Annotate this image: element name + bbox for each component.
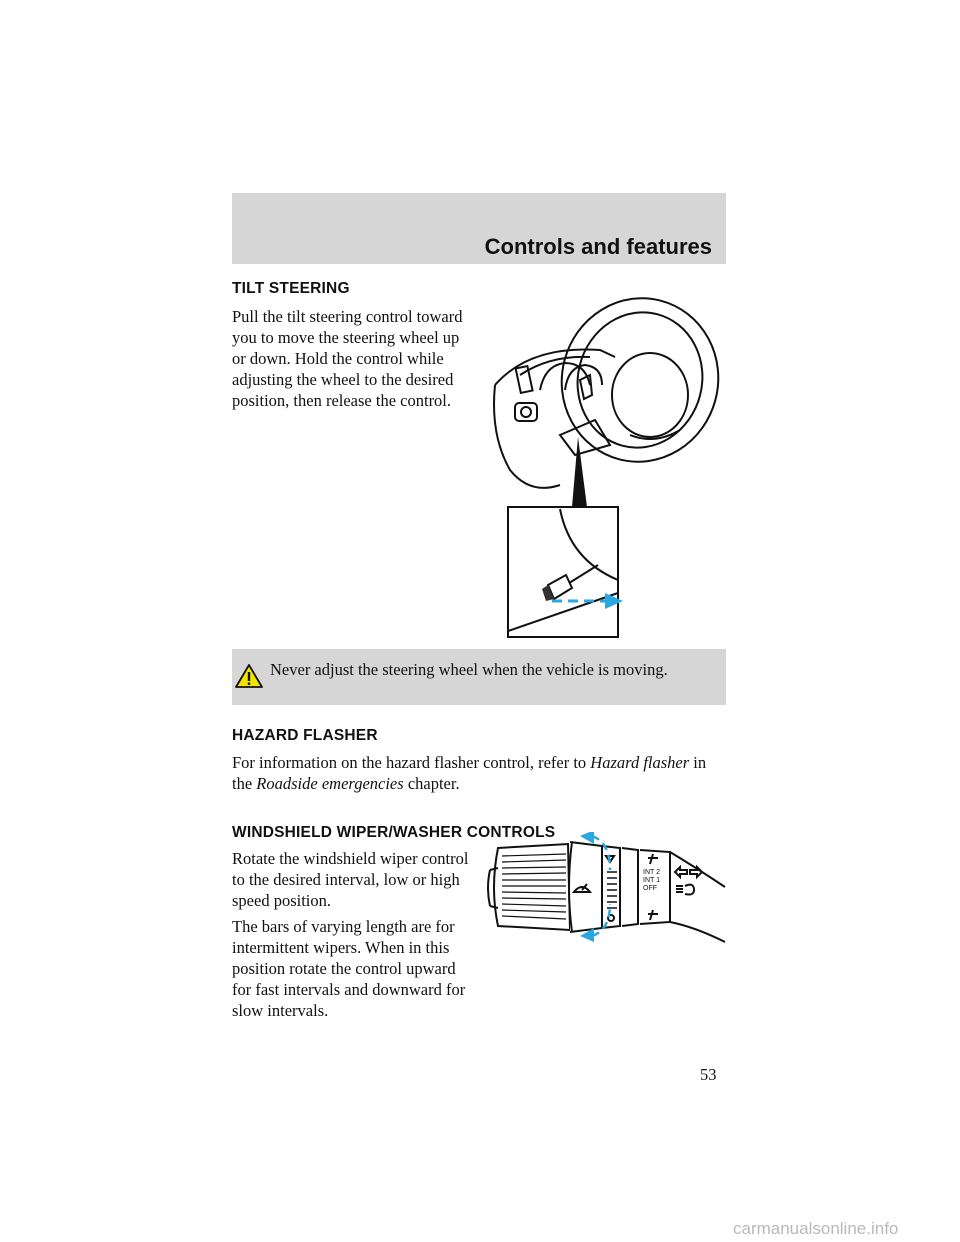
text-line: speed position. [232,891,331,910]
text-line: Pull the tilt steering control toward [232,307,463,326]
text-line: or down. Hold the control while [232,349,444,368]
text-line: adjusting the wheel to the desired [232,370,454,389]
text-line: intermittent wipers. When in this [232,938,450,957]
stalk-label-off: OFF [643,885,657,892]
text-run: For information on the hazard flasher control, refer to [232,753,587,772]
text-line: position, then release the control. [232,391,452,410]
warning-box [232,649,726,705]
text-line: for fast intervals and downward for [232,980,466,999]
page-number: 53 [700,1065,717,1084]
roadside-emergencies-reference: Roadside emergencies [256,774,404,793]
text-line: The bars of varying length are for [232,917,455,936]
warning-text: Never adjust the steering wheel when the vehicle is moving. [270,660,668,679]
text-line: to the desired interval, low or high [232,870,460,889]
text-line [232,773,706,794]
hazard-flasher-text [232,752,706,794]
tilt-steering-heading: TILT STEERING [232,280,350,297]
tilt-steering-illustration [490,295,730,645]
wiper-stalk-illustration [480,832,730,944]
text-line [232,752,706,773]
wiper-text-2 [232,916,465,1021]
text-line: Rotate the windshield wiper control [232,849,469,868]
header-band [232,193,726,264]
hazard-flasher-heading: HAZARD FLASHER [232,727,378,744]
watermark: carmanualsonline.info [733,1219,899,1238]
text-run: in [693,753,707,772]
wiper-text-1 [232,848,468,911]
stalk-label-int1: INT 1 [643,877,660,884]
stalk-label-int2: INT 2 [643,869,660,876]
text-run: the [232,774,253,793]
hazard-flasher-reference: Hazard flasher [590,753,690,772]
tilt-steering-text [232,306,463,411]
section-title: Controls and features [484,234,712,259]
text-line: you to move the steering wheel up [232,328,460,347]
text-line: slow intervals. [232,1001,329,1020]
wiper-heading: WINDSHIELD WIPER/WASHER CONTROLS [232,824,556,841]
text-run: chapter. [407,774,460,793]
warning-icon [234,663,264,689]
text-line: position rotate the control upward [232,959,456,978]
